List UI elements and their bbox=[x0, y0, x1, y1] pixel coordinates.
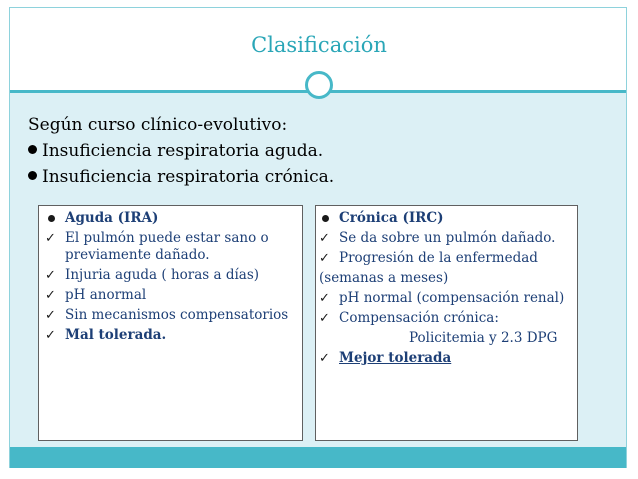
chronic-box bbox=[315, 205, 578, 441]
bullet-icon bbox=[48, 215, 55, 222]
list-item-label: pH anormal bbox=[65, 287, 147, 303]
chronic-heading-label: Crónica (IRC) bbox=[339, 210, 444, 226]
checkmark-icon: ✓ bbox=[45, 328, 56, 343]
chronic-list bbox=[319, 210, 573, 370]
list-item-label: Progresión de la enfermedad bbox=[339, 250, 538, 266]
list-item-label: Sin mecanismos compensatorios bbox=[65, 307, 289, 323]
intro-bullet bbox=[28, 138, 334, 164]
list-item bbox=[319, 290, 573, 307]
list-item bbox=[45, 287, 297, 304]
list-item-label: Injuria aguda ( horas a días) bbox=[65, 267, 260, 283]
checkmark-icon: ✓ bbox=[319, 311, 330, 326]
footer-bar bbox=[10, 447, 626, 468]
acute-box bbox=[38, 205, 303, 441]
chronic-heading bbox=[319, 210, 573, 227]
slide-title: Clasificación bbox=[251, 33, 387, 57]
checkmark-icon: ✓ bbox=[319, 291, 330, 306]
intro-text: Según curso clínico-evolutivo: bbox=[28, 115, 288, 135]
list-item bbox=[45, 267, 297, 284]
checkmark-icon: ✓ bbox=[45, 288, 56, 303]
list-item-label: pH normal (compensación renal) bbox=[339, 290, 565, 306]
intro-bullet-label: Insuficiencia respiratoria aguda. bbox=[42, 141, 324, 161]
acute-list bbox=[45, 210, 297, 347]
checkmark-icon: ✓ bbox=[45, 231, 56, 246]
intro-bullet-label: Insuficiencia respiratoria crónica. bbox=[42, 167, 335, 187]
list-item-label: Mejor tolerada bbox=[339, 350, 452, 366]
checkmark-icon: ✓ bbox=[45, 308, 56, 323]
bullet-icon bbox=[28, 145, 37, 154]
list-item bbox=[45, 307, 297, 324]
list-item bbox=[319, 230, 573, 247]
checkmark-icon: ✓ bbox=[319, 351, 330, 366]
checkmark-icon: ✓ bbox=[319, 251, 330, 266]
intro-block bbox=[28, 112, 334, 190]
list-item bbox=[319, 310, 573, 327]
list-item-label: Mal tolerada. bbox=[65, 327, 167, 343]
circle-ornament-icon bbox=[305, 71, 333, 99]
checkmark-icon: ✓ bbox=[319, 231, 330, 246]
list-item-label: Se da sobre un pulmón dañado. bbox=[339, 230, 556, 246]
list-item-label: Compensación crónica: bbox=[339, 310, 499, 326]
checkmark-icon: ✓ bbox=[45, 268, 56, 283]
list-item bbox=[319, 250, 573, 267]
list-item-label: El pulmón puede estar sano o previamente dañado. bbox=[65, 230, 269, 263]
plain-line: (semanas a meses) bbox=[319, 270, 449, 286]
list-item bbox=[45, 230, 297, 264]
acute-heading-label: Aguda (IRA) bbox=[65, 210, 159, 226]
list-item bbox=[45, 327, 297, 344]
bullet-icon bbox=[322, 215, 329, 222]
intro-bullet bbox=[28, 164, 334, 190]
indent-line: Policitemia y 2.3 DPG bbox=[409, 330, 558, 346]
list-item bbox=[319, 350, 573, 367]
acute-heading bbox=[45, 210, 297, 227]
bullet-icon bbox=[28, 171, 37, 180]
